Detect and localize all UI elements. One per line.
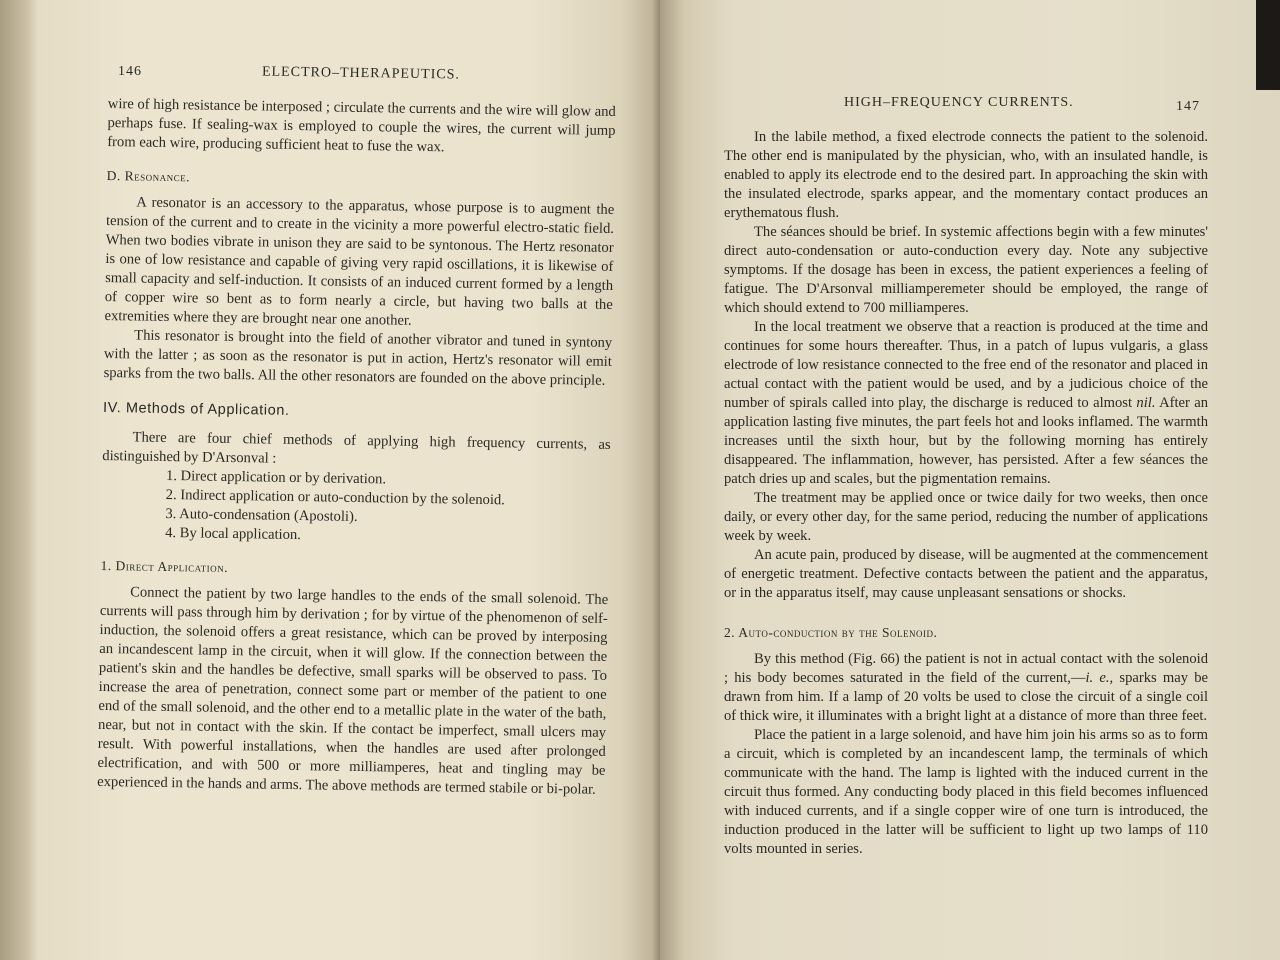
background-corner bbox=[1256, 0, 1280, 90]
auto-conduction-text-b: sparks may be drawn from him. If a lamp of 20 volts be used to close the circuit of a single coil of thick wire, it illuminates with a bright light at a distance of more than three feet. bbox=[724, 670, 1208, 724]
local-treatment-text-b: After an application lasting five minutes, the part feels hot and looks inflamed. The warmth increases until the sixth hour, but by the following morning has entirely disappeared. The inflammation, however, has persisted. After a few séances the patch dries up and scales, but the pigmentation remains. bbox=[724, 395, 1209, 487]
methods-list-item: 3. Auto-condensation (Apostoli). bbox=[165, 505, 358, 525]
paragraph-local-treatment bbox=[724, 318, 1208, 489]
running-head-right: HIGH–FREQUENCY CURRENTS. bbox=[844, 95, 1074, 110]
paragraph-labile-method: In the labile method, a fixed electrode connects the patient to the solenoid. The other end is manipulated by the physician, who, with an insulated handle, is enabled to apply its electrode end to the desired part. In approaching the skin with the insulated electrode, sparks appear, and the momentary contact produces an erythematous flush. bbox=[724, 129, 1208, 221]
paragraph-resonator-intro: A resonator is an accessory to the apparatus, whose purpose is to augment the tension of the current and to create in the vicinity a more powerful electro-static field. When two bodies vibrate in unison they are said to be syntonous. The Hertz resonator is one of low resistance and capable of giving very rapid oscillations, it is likewise of small capacity and self-induction. It consists of an induced current formed by a length of copper wire so bent as to form nearly a circle, but having two balls at the extremities where they are brought near one another. bbox=[104, 194, 615, 329]
section-heading-resonance: D. Resonance. bbox=[106, 167, 191, 185]
page-edge-left bbox=[0, 0, 38, 960]
right-page bbox=[660, 0, 1280, 960]
methods-list-item: 1. Direct application or by derivation. bbox=[165, 467, 387, 488]
paragraph-acute-pain: An acute pain, produced by disease, will be augmented at the commencement of energetic treatment. Defective contacts between the patient and the apparatus, or in the apparatus itself, may cause unpleasant sensations or shocks. bbox=[724, 547, 1208, 601]
section-heading-direct-application: 1. Direct Application. bbox=[100, 557, 229, 575]
methods-list-item: 2. Indirect application or auto-conduction by the solenoid. bbox=[165, 486, 506, 509]
local-treatment-nil: nil. bbox=[1136, 395, 1156, 411]
auto-conduction-ie: i. e., bbox=[1085, 670, 1114, 686]
continued-paragraph: wire of high resistance be interposed ; circulate the currents and the wire will glow and perhaps fuse. If sealing-wax is employed to couple the wires, the current will jump from each wire, producing sufficient heat to fuse the wax. bbox=[107, 95, 616, 156]
paragraph-resonator-syntony: This resonator is brought into the field of another vibrator and tuned in syntony with the latter ; as soon as the resonator is put in action, Hertz's resonator will emit sparks from the two balls. All the other resonators are founded on the above principle. bbox=[103, 327, 613, 389]
paragraph-methods-intro: There are four chief methods of applying high frequency currents, as distinguished by D'Arsonval : bbox=[102, 429, 611, 467]
page-number-right: 147 bbox=[1176, 99, 1200, 114]
local-treatment-text-a: In the local treatment we observe that a reaction is produced at the time and continues for some hours thereafter. Thus, in a patch of lupus vulgaris, a glass electrode of low resistance connected to the free end of the resonator and placed in actual contact with the patient would be used, and by a judicious choice of the number of spirals called into play, the discharge is reduced to almost bbox=[724, 319, 1208, 411]
paragraph-auto-conduction bbox=[724, 650, 1208, 726]
methods-list bbox=[101, 466, 610, 550]
paragraph-treatment-schedule: The treatment may be applied once or twice daily for two weeks, then once daily, or every other day, for the same period, reducing the number of applications week by week. bbox=[724, 490, 1208, 544]
left-page-body bbox=[97, 95, 616, 800]
paragraph-large-solenoid: Place the patient in a large solenoid, and have him join his arms so as to form a circuit, which is completed by an incandescent lamp, the terminals of which communicate with the hand. The lamp is lighted with the induced current in the circuit thus formed. Any conducting body placed in this field becomes influenced with induced currents, and if a single copper wire of one turn is introduced, the induction produced in the latter will be sufficient to light up two lamps of 110 volts mounted in series. bbox=[724, 727, 1208, 857]
section-heading-auto-conduction: 2. Auto-conduction by the Solenoid. bbox=[724, 625, 938, 640]
right-page-body bbox=[724, 128, 1208, 859]
paragraph-direct-application: Connect the patient by two large handles to the ends of the small solenoid. The currents will pass through him by derivation ; for by virtue of the phenomenon of self-induction, the solenoid offers a great resistance, which can be proved by interposing an incandescent lamp in the circuit, when it will glow. If the connection between the patient's skin and the handles be defective, small sparks will be observed to pass. To increase the area of penetration, connect some part or member of the patient to one end of the small solenoid, and the other end to a metallic plate in the water of the bath, near, but not in contact with the skin. If the contact be imperfect, small ulcers may result. With powerful installations, when the handles are used after prolonged electrification, and with 500 or more milliamperes, heat and tingling may be experienced in the hands and arms. The above methods are termed stabile or bi-polar. bbox=[97, 584, 609, 798]
page-number-left: 146 bbox=[118, 64, 142, 79]
running-head-left: ELECTRO–THERAPEUTICS. bbox=[261, 64, 461, 83]
section-heading-methods: IV. Methods of Application. bbox=[102, 399, 290, 419]
methods-list-item: 4. By local application. bbox=[165, 524, 302, 544]
auto-conduction-text-a: By this method (Fig. 66) the patient is not in actual contact with the solenoid ; his body becomes saturated in the field of the current,— bbox=[724, 651, 1208, 686]
paragraph-seances: The séances should be brief. In systemic affections begin with a few minutes' direct auto-condensation or auto-conduction every day. Note any subjective symptoms. If the dosage has been in excess, the patient experiences a feeling of fatigue. The D'Arsonval milliamperemeter should be employed, the range of which should extend to 700 milliamperes. bbox=[724, 224, 1208, 316]
